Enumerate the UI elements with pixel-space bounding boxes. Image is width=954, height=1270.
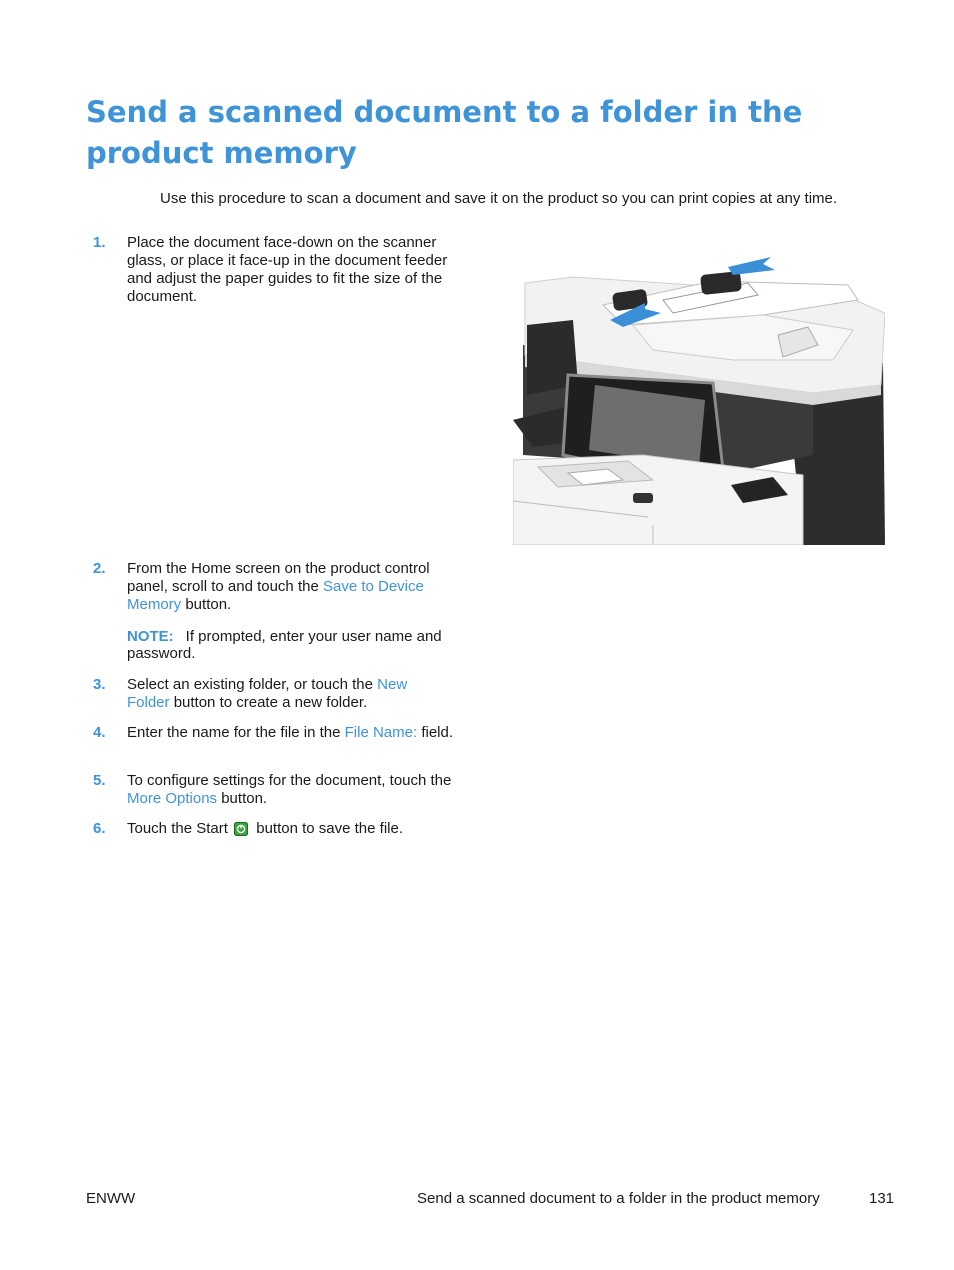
printer-illustration: [513, 255, 885, 545]
step-number: 3.: [93, 676, 106, 693]
more-options-button-ref: More Options: [127, 790, 218, 807]
step-text: From the Home screen on the product control panel, scroll to and touch the Save to Device Memory button.: [127, 560, 430, 613]
step-text: Touch the Start button to save the file.: [127, 820, 453, 841]
step-6: [93, 820, 453, 841]
step-2: [93, 560, 453, 614]
step-3: [93, 676, 453, 712]
intro-paragraph: Use this procedure to scan a document and save it on the product so you can print copies at any time.: [160, 190, 838, 207]
note-text: If prompted, enter your user name and password.: [127, 628, 442, 662]
page-number: 131: [869, 1190, 895, 1207]
step-number: 5.: [93, 772, 106, 789]
step-text: Place the document face-down on the scanner glass, or place it face-up in the document feeder and adjust the paper guides to fit the size of the document.: [127, 234, 448, 305]
save-to-device-memory-button-ref: Save to Device Memory: [127, 578, 424, 613]
step-number: 6.: [93, 820, 106, 837]
step-text: Select an existing folder, or touch the New Folder button to create a new folder.: [127, 676, 408, 711]
file-name-field-ref: File Name:: [344, 724, 418, 741]
step-text: To configure settings for the document, touch the More Options button.: [127, 772, 452, 807]
start-icon: [234, 822, 248, 841]
step-number: 2.: [93, 560, 106, 577]
page-title: Send a scanned document to a folder in the product memory: [86, 95, 803, 170]
step-4: [93, 724, 453, 742]
footer-section-title: Send a scanned document to a folder in the product memory: [417, 1190, 820, 1207]
note-label: NOTE:: [127, 628, 174, 645]
step-number: 4.: [93, 724, 106, 741]
note: [127, 628, 447, 662]
footer-left: ENWW: [86, 1190, 136, 1207]
step-5: [93, 772, 453, 808]
new-folder-button-ref: New Folder: [127, 676, 408, 711]
step-text: Enter the name for the file in the File Name: field.: [127, 724, 454, 741]
step-1: [93, 234, 453, 306]
step-number: 1.: [93, 234, 106, 251]
